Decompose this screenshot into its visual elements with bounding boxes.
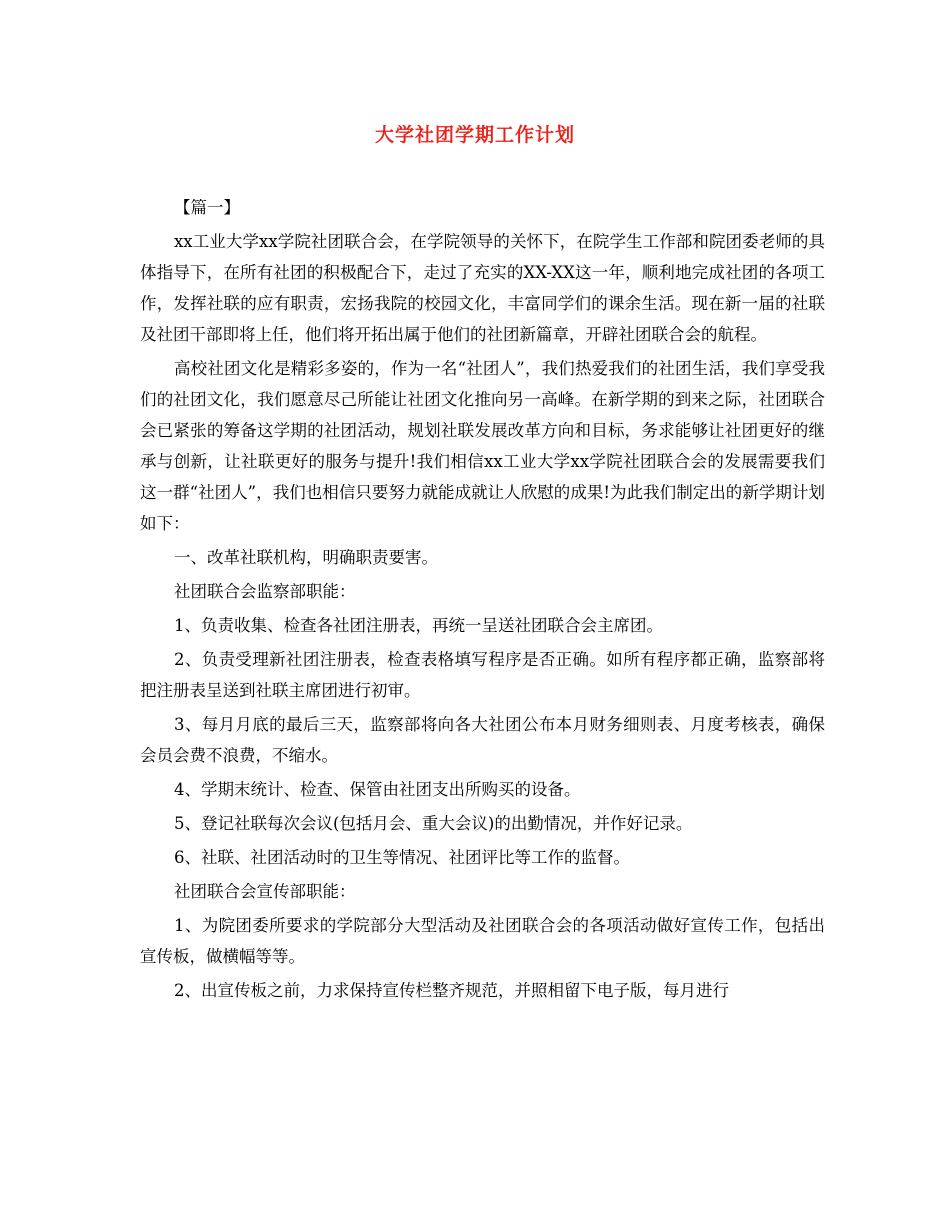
paragraph: 3、每月月底的最后三天，监察部将向各大社团公布本月财务细则表、月度考核表，确保会员会费不浪费，不缩水。 — [140, 715, 825, 765]
paragraph: 一、改革社联机构，明确职责要害。 — [174, 548, 438, 567]
paragraph: 高校社团文化是精彩多姿的，作为一名“社团人”，我们热爱我们的社团生活，我们享受我们的社团文化，我们愿意尽己所能让社团文化推向另一高峰。在新学期的到来之际，社团联合会已紧张的筹备这学期的社团活动，规划社联发展改革方向和目标，务求能够让社团更好的继承与创新，让社联更好的服务与提升!我们相信xx工业大学xx学院社团联合会的发展需要我们这一群“社团人”，我们也相信只要努力就能成就让人欣慰的成果!为此我们制定出的新学期计划如下： — [140, 359, 825, 533]
paragraph: 6、社联、社团活动时的卫生等情况、社团评比等工作的监督。 — [174, 848, 630, 867]
paragraph: 社团联合会宣传部职能： — [174, 882, 356, 901]
section-label: 【篇一】 — [174, 198, 240, 217]
paragraph: 4、学期末统计、检查、保管由社团支出所购买的设备。 — [174, 780, 581, 799]
paragraph: 5、登记社联每次会议(包括月会、重大会议)的出勤情况，并作好记录。 — [174, 814, 693, 833]
paragraph: 2、负责受理新社团注册表，检查表格填写程序是否正确。如所有程序都正确，监察部将把注册表呈送到社联主席团进行初审。 — [140, 650, 825, 700]
paragraph: 1、负责收集、检查各社团注册表，再统一呈送社团联合会主席团。 — [174, 616, 663, 635]
paragraph: xx工业大学xx学院社团联合会，在学院领导的关怀下，在院学生工作部和院团委老师的具体指导下，在所有社团的积极配合下，走过了充实的XX-XX这一年，顺利地完成社团的各项工作，发挥社联的应有职责，宏扬我院的校园文化，丰富同学们的课余生活。现在新一届的社联及社团干部即将上任，他们将开拓出属于他们的社团新篇章，开辟社团联合会的航程。 — [140, 232, 825, 344]
document-body — [140, 192, 825, 1006]
document-title: 大学社团学期工作计划 — [374, 124, 575, 146]
paragraph: 社团联合会监察部职能： — [174, 582, 356, 601]
paragraph: 2、出宣传板之前，力求保持宣传栏整齐规范，并照相留下电子版，每月进行 — [174, 981, 729, 1000]
paragraph: 1、为院团委所要求的学院部分大型活动及社团联合会的各项活动做好宣传工作，包括出宣传板，做横幅等等。 — [140, 916, 825, 966]
